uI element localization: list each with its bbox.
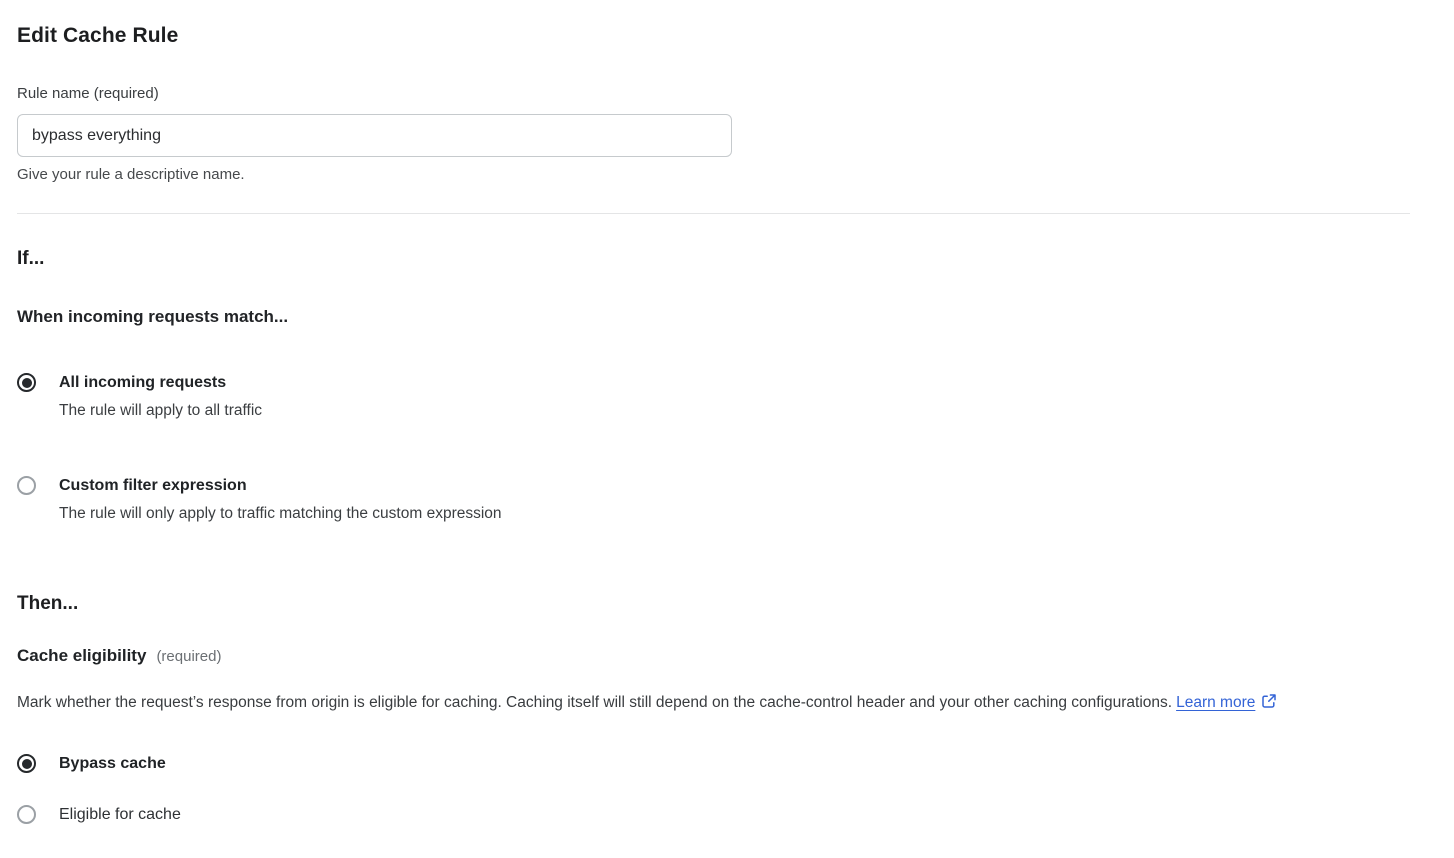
radio-button-icon[interactable] [17,373,36,392]
rule-name-input[interactable] [17,114,732,157]
cache-eligibility-label: Cache eligibility [17,646,147,665]
required-hint: (required) [156,648,222,665]
learn-more-link[interactable] [1176,694,1277,711]
radio-option-all-incoming-requests[interactable] [17,373,1410,420]
radio-button-icon[interactable] [17,805,36,824]
incoming-requests-subheading: When incoming requests match... [17,307,289,326]
then-section-heading: Then... [17,593,79,614]
external-link-icon[interactable] [1261,690,1277,719]
cache-eligibility-description [17,688,1409,719]
radio-option-label[interactable]: Eligible for cache [59,806,181,823]
section-divider [17,213,1410,214]
radio-option-custom-filter-expression[interactable] [17,476,1410,523]
radio-option-label[interactable]: All incoming requests [59,374,227,391]
if-section-heading: If... [17,248,45,269]
radio-option-label[interactable]: Custom filter expression [59,477,247,494]
radio-button-icon[interactable] [17,476,36,495]
radio-option-label[interactable]: Bypass cache [59,755,166,772]
cache-eligibility-heading-row [17,646,1410,666]
page-title: Edit Cache Rule [17,24,179,47]
learn-more-label[interactable]: Learn more [1176,694,1256,711]
radio-option-description: The rule will apply to all traffic [59,402,263,419]
cache-eligibility-description-text: Mark whether the request’s response from origin is eligible for caching. Caching itself will still depend on the cache-control header and your other caching configurations. [17,694,1173,711]
rule-name-label: Rule name (required) [17,85,159,102]
radio-button-icon[interactable] [17,754,36,773]
radio-option-bypass-cache[interactable] [17,754,1410,773]
radio-option-eligible-for-cache[interactable] [17,805,1410,824]
rule-name-help-text: Give your rule a descriptive name. [17,166,245,183]
radio-option-description: The rule will only apply to traffic matching the custom expression [59,505,502,522]
